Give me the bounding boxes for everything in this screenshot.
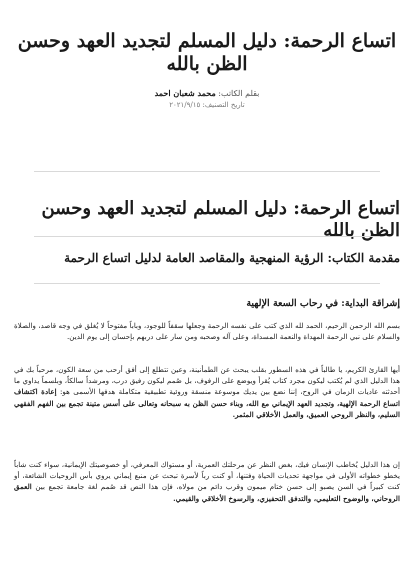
- section-heading: إشراقة البداية: في رحاب السعة الإلهية: [246, 298, 400, 309]
- paragraph-2-text: أيها القارئ الكريم، يا طالباً في هذه السطور بقلب يبحث عن الطمأنينة، وعين تتطلع إلى أفق أرحب من سعة الكون، مرحباً بك في هذا الدليل الذي لم يُكتب ليكون مجرد كتاب يُقرأ ويوضع على الرفوف، بل صُمم ليكون رفيق درب، ومرشداً سالكاً، وبلسماً يداوي ما أحدثته عاديات الزمان في الروح، إننا نضع بين يديك موسوعة منسقة وروئية تطبيقية متكاملة هدفها الأسمى هو:: [14, 365, 400, 397]
- article-title: اتساع الرحمة: دليل المسلم لتجديد العهد وحسن الظن بالله: [41, 198, 400, 241]
- author-name[interactable]: محمد شعبان احمد: [154, 88, 216, 98]
- intro-heading: مقدمة الكتاب: الرؤية المنهجية والمقاصد العامة لدليل اتساع الرحمة: [64, 251, 400, 265]
- byline: [10, 88, 404, 98]
- paragraph-2: [14, 364, 400, 420]
- paragraph-1: بسم الله الرحمن الرحيم، الحمد لله الذي كتب على نفسه الرحمة وجعلها سقفاً للوجود، وباباً مفتوحاً لا يُغلق في وجه قاصد، والصلاة والسلام على نبي الرحمة المهداة والنعمة المسداة، وعلى آله وصحبه ومن سار على دربهم بإحسان إلى يوم الدين.: [14, 321, 400, 342]
- divider: [34, 236, 380, 237]
- paragraph-2-emphasis: إعادة اكتشاف اتساع الرحمة الإلهية، وتجديد العهد الإيماني مع الله، وبناء حسن الظن به سبحانه وتعالى على أسس متينة تجمع بين الفهم الفقهي السليم، والنظر الروحي العميق، والعمل الأخلاقي المثمر.: [14, 387, 400, 419]
- divider: [34, 171, 380, 172]
- header-title: اتساع الرحمة: دليل المسلم لتجديد العهد وحسن الظن بالله: [17, 30, 397, 75]
- paragraph-3: [14, 459, 400, 504]
- byline-prefix: بقلم الكاتب:: [218, 89, 260, 98]
- divider: [34, 283, 380, 284]
- publish-date: تاريخ التصنيف: ٢٠٢١/٩/١٥: [169, 101, 245, 109]
- paragraph-3-text: إن هذا الدليل يُخاطب الإنسان فيك، بغض النظر عن مرحلتك العمرية، أو مستواك المعرفي، أو خصوصيتك الإيمانية، سواء كنت شاباً يخطو خطواته الأولى في مواجهة تحديات الحياة وفتنها، أو كنت رباً لأسرة تبحث عن منبع إيماني يروي بأس الروحيات الشائعة، أو كنت كبيراً في السن يصبو إلى حسن ختام ميمون وقرب دائم من مولاه، فإن هذا النص قد صُمم لغة جامعة تجمع بين: [14, 460, 400, 492]
- paragraph-3-emphasis: العمق الروحاني، والوضوح التعليمي، والتدفق التحفيزي، والرسوخ الأخلاقي والقيمي.: [14, 482, 400, 503]
